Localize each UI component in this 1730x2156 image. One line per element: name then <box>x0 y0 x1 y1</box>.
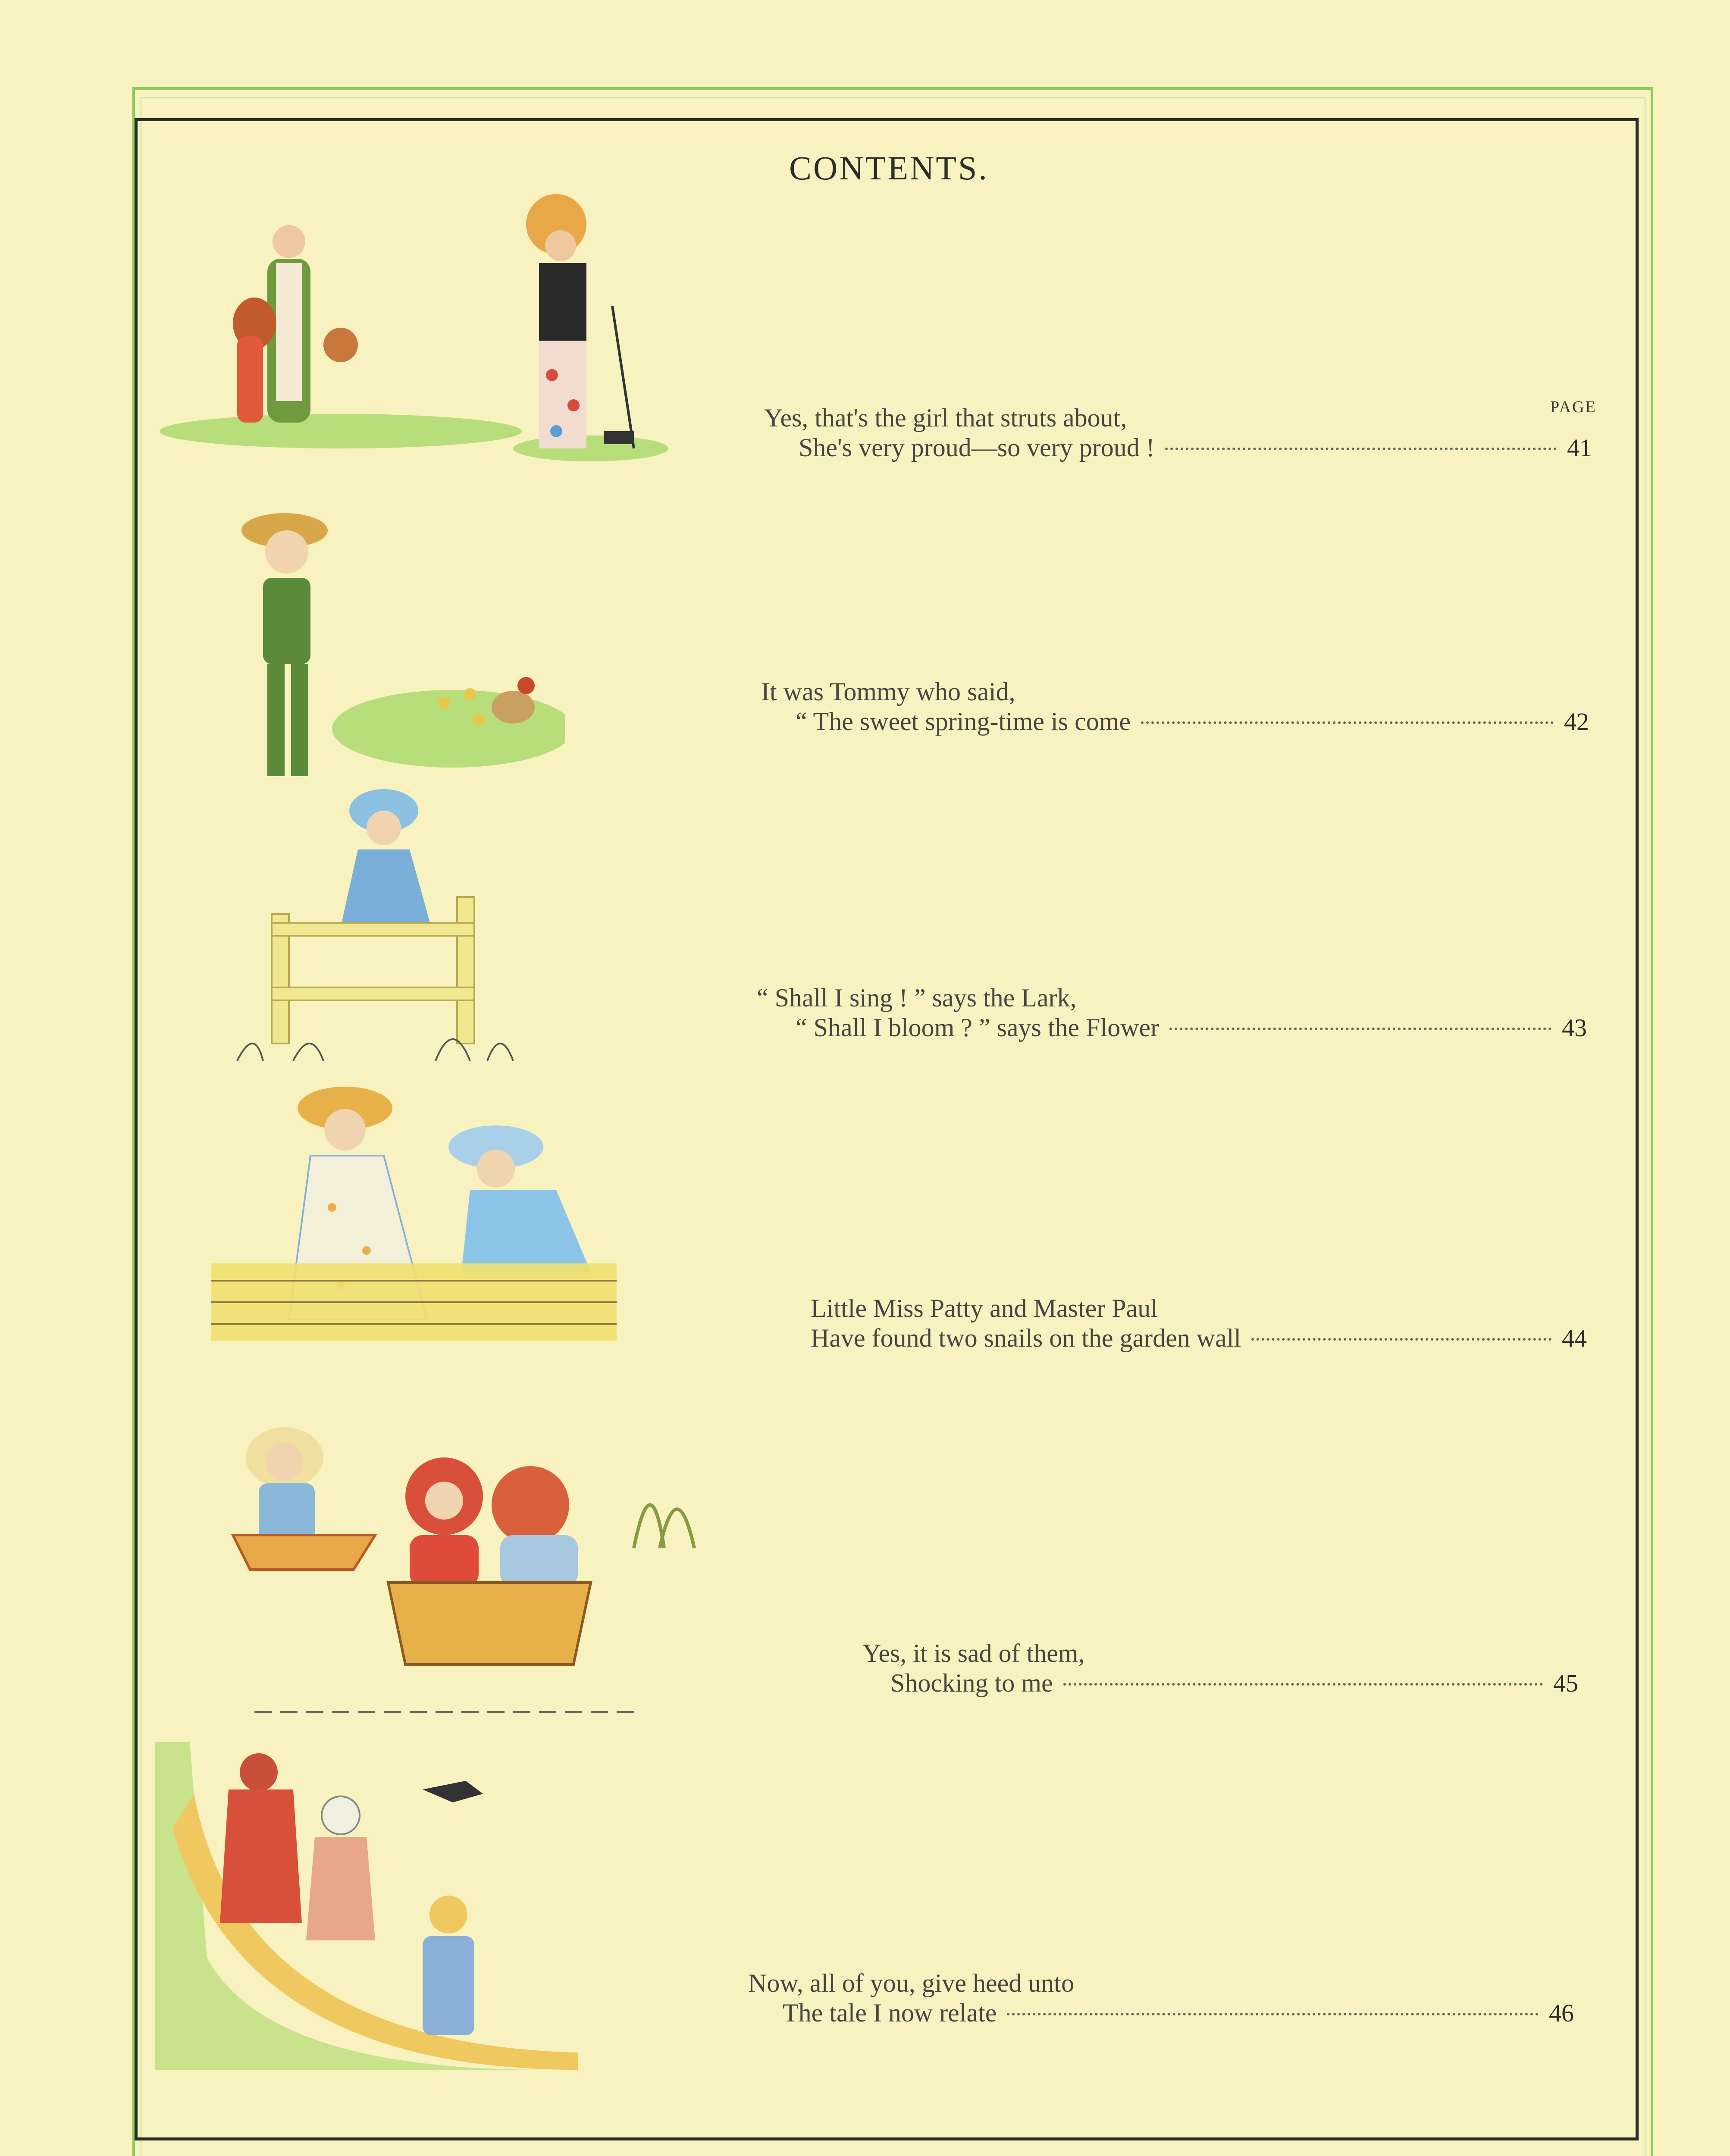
illustration-proud-girl <box>160 181 668 483</box>
illustration-patty-and-paul <box>203 1078 625 1397</box>
contents-entry-3 <box>757 983 1587 1043</box>
page-number: 43 <box>1562 1014 1587 1042</box>
entry-line-1: Little Miss Patty and Master Paul <box>811 1294 1158 1322</box>
dot-leader <box>1251 1338 1551 1341</box>
illustration-tommy-chickens <box>211 505 565 806</box>
illustration-walking-children <box>155 1742 586 2070</box>
page-number: 42 <box>1564 708 1589 736</box>
entry-line-2: She's very proud—so very proud ! <box>799 433 1155 462</box>
entry-line-2: Shocking to me <box>890 1669 1053 1697</box>
dot-leader <box>1165 448 1557 450</box>
entry-line-1: Yes, that's the girl that struts about, <box>764 404 1127 432</box>
contents-entry-5 <box>862 1639 1578 1698</box>
page-number: 44 <box>1562 1324 1587 1352</box>
page-number: 46 <box>1549 1999 1574 2027</box>
page-number: 41 <box>1567 434 1592 462</box>
dot-leader <box>1007 2013 1539 2015</box>
entry-line-1: It was Tommy who said, <box>761 677 1015 706</box>
contents-entry-4 <box>811 1294 1587 1353</box>
entry-line-2: “ Shall I bloom ? ” says the Flower <box>796 1013 1160 1042</box>
contents-entry-6 <box>748 1968 1574 2028</box>
contents-entry-1 <box>764 403 1592 463</box>
entry-line-2: “ The sweet spring-time is come <box>796 707 1131 736</box>
entry-line-1: Yes, it is sad of them, <box>862 1639 1085 1667</box>
dot-leader <box>1063 1683 1543 1686</box>
illustration-girl-on-fence <box>229 785 522 1069</box>
dot-leader <box>1169 1028 1551 1030</box>
dot-leader <box>1141 721 1554 724</box>
entry-line-2: The tale I now relate <box>783 1999 997 2027</box>
contents-entry-2 <box>761 677 1589 736</box>
entry-line-1: “ Shall I sing ! ” says the Lark, <box>757 984 1077 1012</box>
illustration-children-in-boats <box>203 1419 729 1729</box>
page-number: 45 <box>1553 1669 1578 1697</box>
page-title: CONTENTS. <box>789 149 989 187</box>
page-column-header: PAGE <box>1550 398 1597 416</box>
entry-line-2: Have found two snails on the garden wall <box>811 1324 1241 1352</box>
entry-line-1: Now, all of you, give heed unto <box>748 1969 1074 1997</box>
